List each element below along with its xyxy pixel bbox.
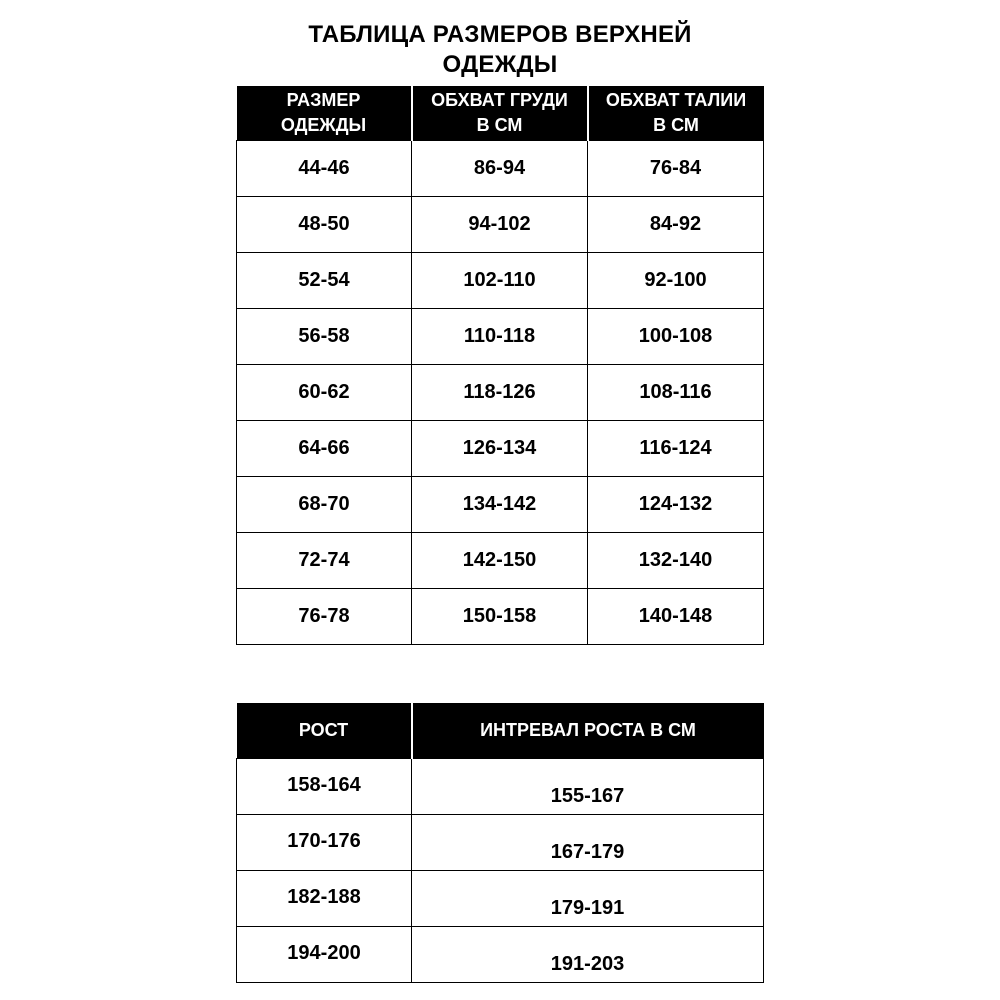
- size-table: [236, 86, 764, 645]
- cell-chest: 102-110: [412, 253, 588, 309]
- cell-height-interval: 191-203: [412, 927, 764, 983]
- cell-chest: 94-102: [412, 197, 588, 253]
- table-row: [237, 871, 764, 927]
- table-row: [237, 815, 764, 871]
- height-table: [236, 703, 764, 983]
- height-table-header-row: [237, 703, 764, 759]
- table-row: [237, 927, 764, 983]
- cell-height: 182-188: [237, 871, 412, 927]
- header-height-interval: ИНТРЕВАЛ РОСТА В СМ: [412, 703, 764, 759]
- cell-size: 48-50: [237, 197, 412, 253]
- header-clothing-size-line-2: ОДЕЖДЫ: [280, 115, 367, 135]
- cell-chest: 118-126: [412, 365, 588, 421]
- cell-size: 64-66: [237, 421, 412, 477]
- cell-size: 44-46: [237, 141, 412, 197]
- cell-chest: 126-134: [412, 421, 588, 477]
- cell-size: 72-74: [237, 533, 412, 589]
- table-row: [237, 589, 764, 645]
- size-table-header-row: [237, 86, 764, 141]
- header-height: РОСТ: [237, 703, 412, 759]
- page-title-line-1: ТАБЛИЦА РАЗМЕРОВ ВЕРХНЕЙ: [308, 21, 692, 48]
- header-waist-girth-line-2: В СМ: [653, 115, 699, 135]
- cell-size: 52-54: [237, 253, 412, 309]
- cell-size: 60-62: [237, 365, 412, 421]
- table-row: [237, 365, 764, 421]
- cell-waist: 100-108: [588, 309, 764, 365]
- cell-waist: 140-148: [588, 589, 764, 645]
- table-row: [237, 759, 764, 815]
- cell-height: 194-200: [237, 927, 412, 983]
- table-row: [237, 253, 764, 309]
- cell-size: 56-58: [237, 309, 412, 365]
- header-chest-girth: [412, 86, 588, 141]
- cell-waist: 84-92: [588, 197, 764, 253]
- page-title: [200, 20, 800, 80]
- cell-height: 170-176: [237, 815, 412, 871]
- table-row: [237, 141, 764, 197]
- table-row: [237, 197, 764, 253]
- header-chest-girth-line-2: В СМ: [476, 115, 523, 135]
- cell-chest: 110-118: [412, 309, 588, 365]
- cell-waist: 124-132: [588, 477, 764, 533]
- header-clothing-size-line-1: РАЗМЕР: [286, 90, 361, 110]
- cell-size: 68-70: [237, 477, 412, 533]
- cell-chest: 142-150: [412, 533, 588, 589]
- page-title-line-2: ОДЕЖДЫ: [442, 51, 558, 78]
- cell-height-interval: 167-179: [412, 815, 764, 871]
- header-chest-girth-line-1: ОБХВАТ ГРУДИ: [431, 90, 568, 110]
- header-waist-girth-line-1: ОБХВАТ ТАЛИИ: [605, 90, 747, 110]
- table-row: [237, 533, 764, 589]
- table-row: [237, 421, 764, 477]
- cell-waist: 108-116: [588, 365, 764, 421]
- cell-height-interval: 179-191: [412, 871, 764, 927]
- table-row: [237, 477, 764, 533]
- cell-waist: 76-84: [588, 141, 764, 197]
- cell-chest: 86-94: [412, 141, 588, 197]
- cell-chest: 134-142: [412, 477, 588, 533]
- cell-waist: 92-100: [588, 253, 764, 309]
- cell-chest: 150-158: [412, 589, 588, 645]
- cell-size: 76-78: [237, 589, 412, 645]
- table-row: [237, 309, 764, 365]
- cell-height-interval: 155-167: [412, 759, 764, 815]
- header-waist-girth: [588, 86, 764, 141]
- cell-waist: 116-124: [588, 421, 764, 477]
- cell-height: 158-164: [237, 759, 412, 815]
- cell-waist: 132-140: [588, 533, 764, 589]
- header-clothing-size: [237, 86, 412, 141]
